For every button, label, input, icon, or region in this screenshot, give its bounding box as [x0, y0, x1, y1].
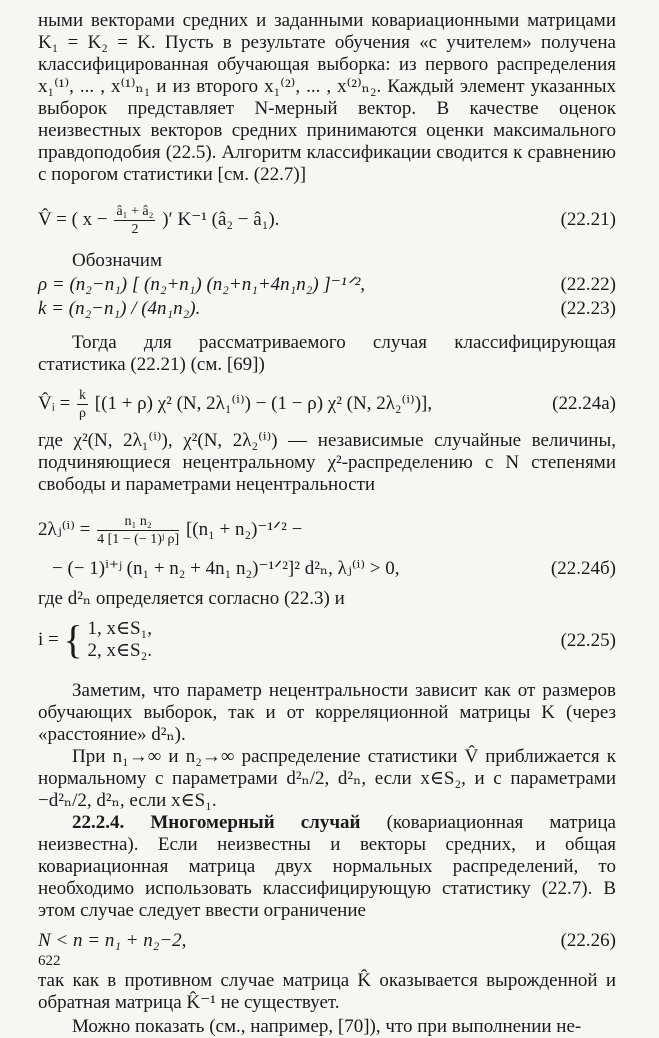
paragraph-multivariate-text: (ковариационная матрица неизвестна). Если неизвестны и векторы средних, и общая ковариационная матрица двух нормальных распределений, то необходимо использовать классифицирующую статистику (22.7). В этом случае следует ввести ограничение	[38, 812, 616, 921]
eq-22-25-cases	[87, 618, 152, 662]
equation-22-24b-line1	[38, 510, 616, 550]
eq-22-24a-fraction	[77, 387, 88, 422]
eq-22-21-right: )′ K⁻¹ (â₂ − â₁).	[162, 209, 280, 230]
eq-number-22-22: (22.22)	[560, 274, 616, 295]
eq-22-25-case1: 1, x∈S₁,	[87, 618, 152, 639]
eq-22-24a-lhs: V̂ᵢ =	[38, 393, 71, 414]
paragraph-degenerate: так как в противном случае матрица K̂ оказывается вырожденной и обратная матрица K̂⁻¹ не существует.	[38, 970, 616, 1013]
eq-22-23-body: k = (n₂−n₁) / (4n₁n₂).	[38, 298, 201, 319]
paragraph-intro: ными векторами средних и заданными ковариационными матрицами K₁ = K₂ = K. Пусть в результате обучения «с учителем» получена классифицированная обучающая выборка: из первого распределения x₁⁽¹⁾, ... , x⁽¹⁾ₙ₁ и из второго x₁⁽²⁾, ... , x⁽²⁾ₙ₂. Каждый элемент указанных выборок представляет N-мерный вектор. В качестве оценок неизвестных векторов средних принимаются оценки максимального правдоподобия (22.5). Алгоритм классификации сводится к сравнению с порогом статистики [см. (22.7)]	[38, 10, 616, 185]
eq-22-24b-lhs: 2λⱼ⁽ⁱ⁾ =	[38, 519, 91, 540]
eq-number-22-24a: (22.24а)	[552, 393, 616, 414]
equation-22-21	[38, 198, 616, 242]
paragraph-noncentrality: Заметим, что параметр нецентральности зависит как от размеров обучающих выборок, так и от корреляционной матрицы K (через «расстояние» d²ₙ).	[38, 680, 616, 745]
equation-22-22	[38, 274, 616, 298]
paragraph-statistic: Тогда для рассматриваемого случая классифицирующая статистика (22.21) (см. [69])	[38, 332, 616, 375]
eq-22-25-lhs: i =	[38, 629, 59, 650]
eq-22-24b-frac-top: n₁ n₂	[97, 513, 179, 531]
paragraph-multivariate	[38, 812, 616, 922]
eq-22-24b-fraction	[97, 513, 179, 548]
eq-22-21-left: V̂ = ( x −	[38, 209, 108, 230]
eq-22-24b-frac-bottom: 4 [1 − (− 1)ʲ ρ]	[97, 532, 180, 548]
eq-22-24a-rhs: [(1 + ρ) χ² (N, 2λ₁⁽ⁱ⁾) − (1 − ρ) χ² (N, 2λ₂⁽ⁱ⁾)],	[94, 393, 433, 414]
eq-22-24a-frac-top: k	[79, 388, 87, 404]
eq-22-26-body: N < n = n₁ + n₂−2,	[38, 930, 187, 951]
paragraph-distance: где d²ₙ определяется согласно (22.3) и	[38, 588, 345, 609]
equation-22-24b-line2	[38, 558, 616, 584]
eq-22-24a-frac-bottom: ρ	[79, 406, 87, 422]
eq-22-24b-line2: − (− 1)ⁱ⁺ʲ (n₁ + n₂ + 4n₁ n₂)⁻¹ᐟ²]² d²ₙ, λⱼ⁽ⁱ⁾ > 0,	[52, 558, 400, 579]
section-heading: 22.2.4. Многомерный случай	[72, 812, 361, 833]
eq-number-22-21: (22.21)	[560, 209, 616, 230]
equation-22-23	[38, 298, 616, 322]
eq-22-21-frac-bottom: 2	[131, 222, 139, 238]
equation-22-24a	[38, 382, 616, 426]
paragraph-chi-square: где χ²(N, 2λ₁⁽ⁱ⁾), χ²(N, 2λ₂⁽ⁱ⁾) — независимые случайные величины, подчиняющиеся нецентральному χ²-распределению с N степенями свободы и параметрами нецентральности	[38, 430, 616, 495]
label-denote: Обозначим	[72, 250, 162, 271]
eq-22-21-frac-top: â₁ + â₂	[116, 204, 154, 220]
equation-22-26	[38, 930, 616, 956]
eq-22-24b-line1-rest: [(n₁ + n₂)⁻¹ᐟ² −	[185, 519, 303, 540]
eq-number-22-23: (22.23)	[560, 298, 616, 319]
eq-number-22-26: (22.26)	[560, 930, 616, 951]
eq-number-22-24b: (22.24б)	[550, 558, 616, 579]
eq-22-21-fraction	[114, 203, 155, 238]
page-number: 622	[38, 953, 61, 969]
eq-22-25-brace: {	[63, 617, 83, 662]
equation-22-25	[38, 618, 616, 666]
page-body	[38, 10, 616, 1038]
paragraph-asymptotic-text: При n₁→∞ и n₂→∞ распределение статистики V̂ приближается к нормальному с параметрами d²ₙ/2, d²ₙ, если x∈S₂, и с параметрами −d²ₙ/2, d²ₙ, если x∈S₁.	[38, 746, 616, 811]
eq-22-22-body: ρ = (n₂−n₁) [ (n₂+n₁) (n₂+n₁+4n₁n₂) ]⁻¹ᐟ²,	[38, 274, 366, 295]
eq-22-25-case2: 2, x∈S₂.	[87, 640, 152, 661]
eq-number-22-25: (22.25)	[560, 630, 616, 651]
paragraph-continuation: Можно показать (см., например, [70]), что при выполнении не-	[72, 1016, 582, 1037]
paragraph-asymptotic	[38, 746, 616, 812]
